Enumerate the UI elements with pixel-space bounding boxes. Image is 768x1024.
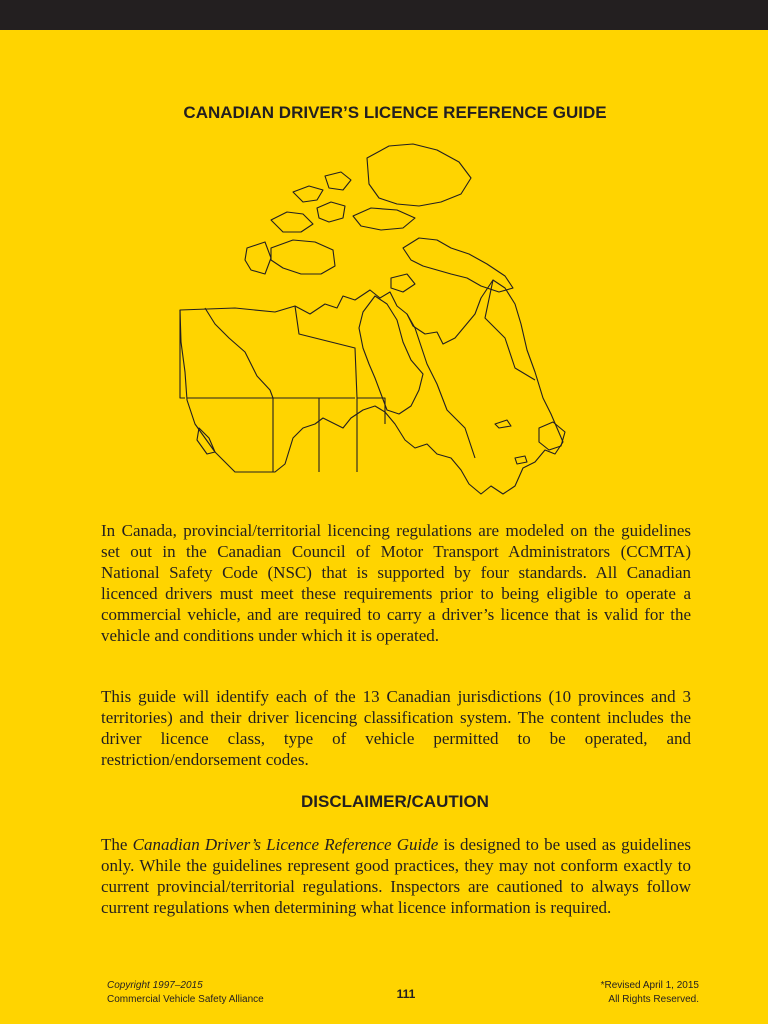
- canada-map: [175, 128, 570, 503]
- hudson-bay: [359, 296, 423, 414]
- guide-title-italic: Canadian Driver’s Licence Reference Guide: [132, 835, 439, 854]
- page-number: 111: [396, 987, 416, 1001]
- disclaimer-heading: DISCLAIMER/CAUTION: [301, 792, 489, 811]
- copyright-text: Copyright 1997–2015: [107, 980, 203, 991]
- victoria-island: [271, 240, 335, 274]
- ellesmere-island: [367, 144, 471, 206]
- baffin-island: [403, 238, 513, 292]
- prince-edward-island: [515, 456, 527, 464]
- canada-mainland-outline: [180, 280, 563, 494]
- devon-island: [353, 208, 415, 230]
- organization-name: Commercial Vehicle Safety Alliance: [107, 994, 264, 1005]
- newfoundland: [539, 422, 565, 450]
- banks-island: [245, 242, 271, 274]
- ontario-quebec-border: [407, 314, 475, 458]
- anticosti-island: [495, 420, 511, 428]
- intro-paragraph: In Canada, provincial/territorial licencing regulations are modeled on the guidelines set out in the Canadian Council of Motor Transport Administrators (CCMTA) National Safety Code (NSC) that is supported by four standards. All Canadian licenced drivers must meet these requirements prior to being eligible to operate a commercial vehicle, and are required to carry a driver’s licence that is valid for the vehicle and conditions under which it is operated.: [101, 521, 691, 645]
- vancouver-island: [197, 428, 215, 454]
- nwt-nunavut-border: [295, 306, 357, 398]
- footer-revision-block: [601, 979, 699, 1007]
- southampton-island: [391, 274, 415, 292]
- rights-text: All Rights Reserved.: [608, 994, 699, 1005]
- queen-elizabeth-islands: [271, 172, 351, 232]
- disclaimer-paragraph: [101, 834, 691, 918]
- disclaimer-text-start: The: [101, 835, 133, 854]
- revised-date: *Revised April 1, 2015: [600, 980, 699, 991]
- page-title: CANADIAN DRIVER’S LICENCE REFERENCE GUIDE: [183, 103, 607, 122]
- scope-paragraph: This guide will identify each of the 13 Canadian jurisdictions (10 provinces and 3 territories) and their driver licencing classification system. The content includes the driver licence class, type of vehicle permitted to be operated, and restriction/endorsement codes.: [101, 687, 691, 769]
- yukon-nwt-border: [205, 308, 273, 398]
- top-bar: [0, 0, 768, 30]
- disclaimer-text-end: is designed to be used as guidelines only. While the guidelines represent good practices, they may not conform exactly to current provincial/territorial regulations. Inspectors are cautioned to always follow current regulations when determining what licence information is required.: [101, 835, 691, 917]
